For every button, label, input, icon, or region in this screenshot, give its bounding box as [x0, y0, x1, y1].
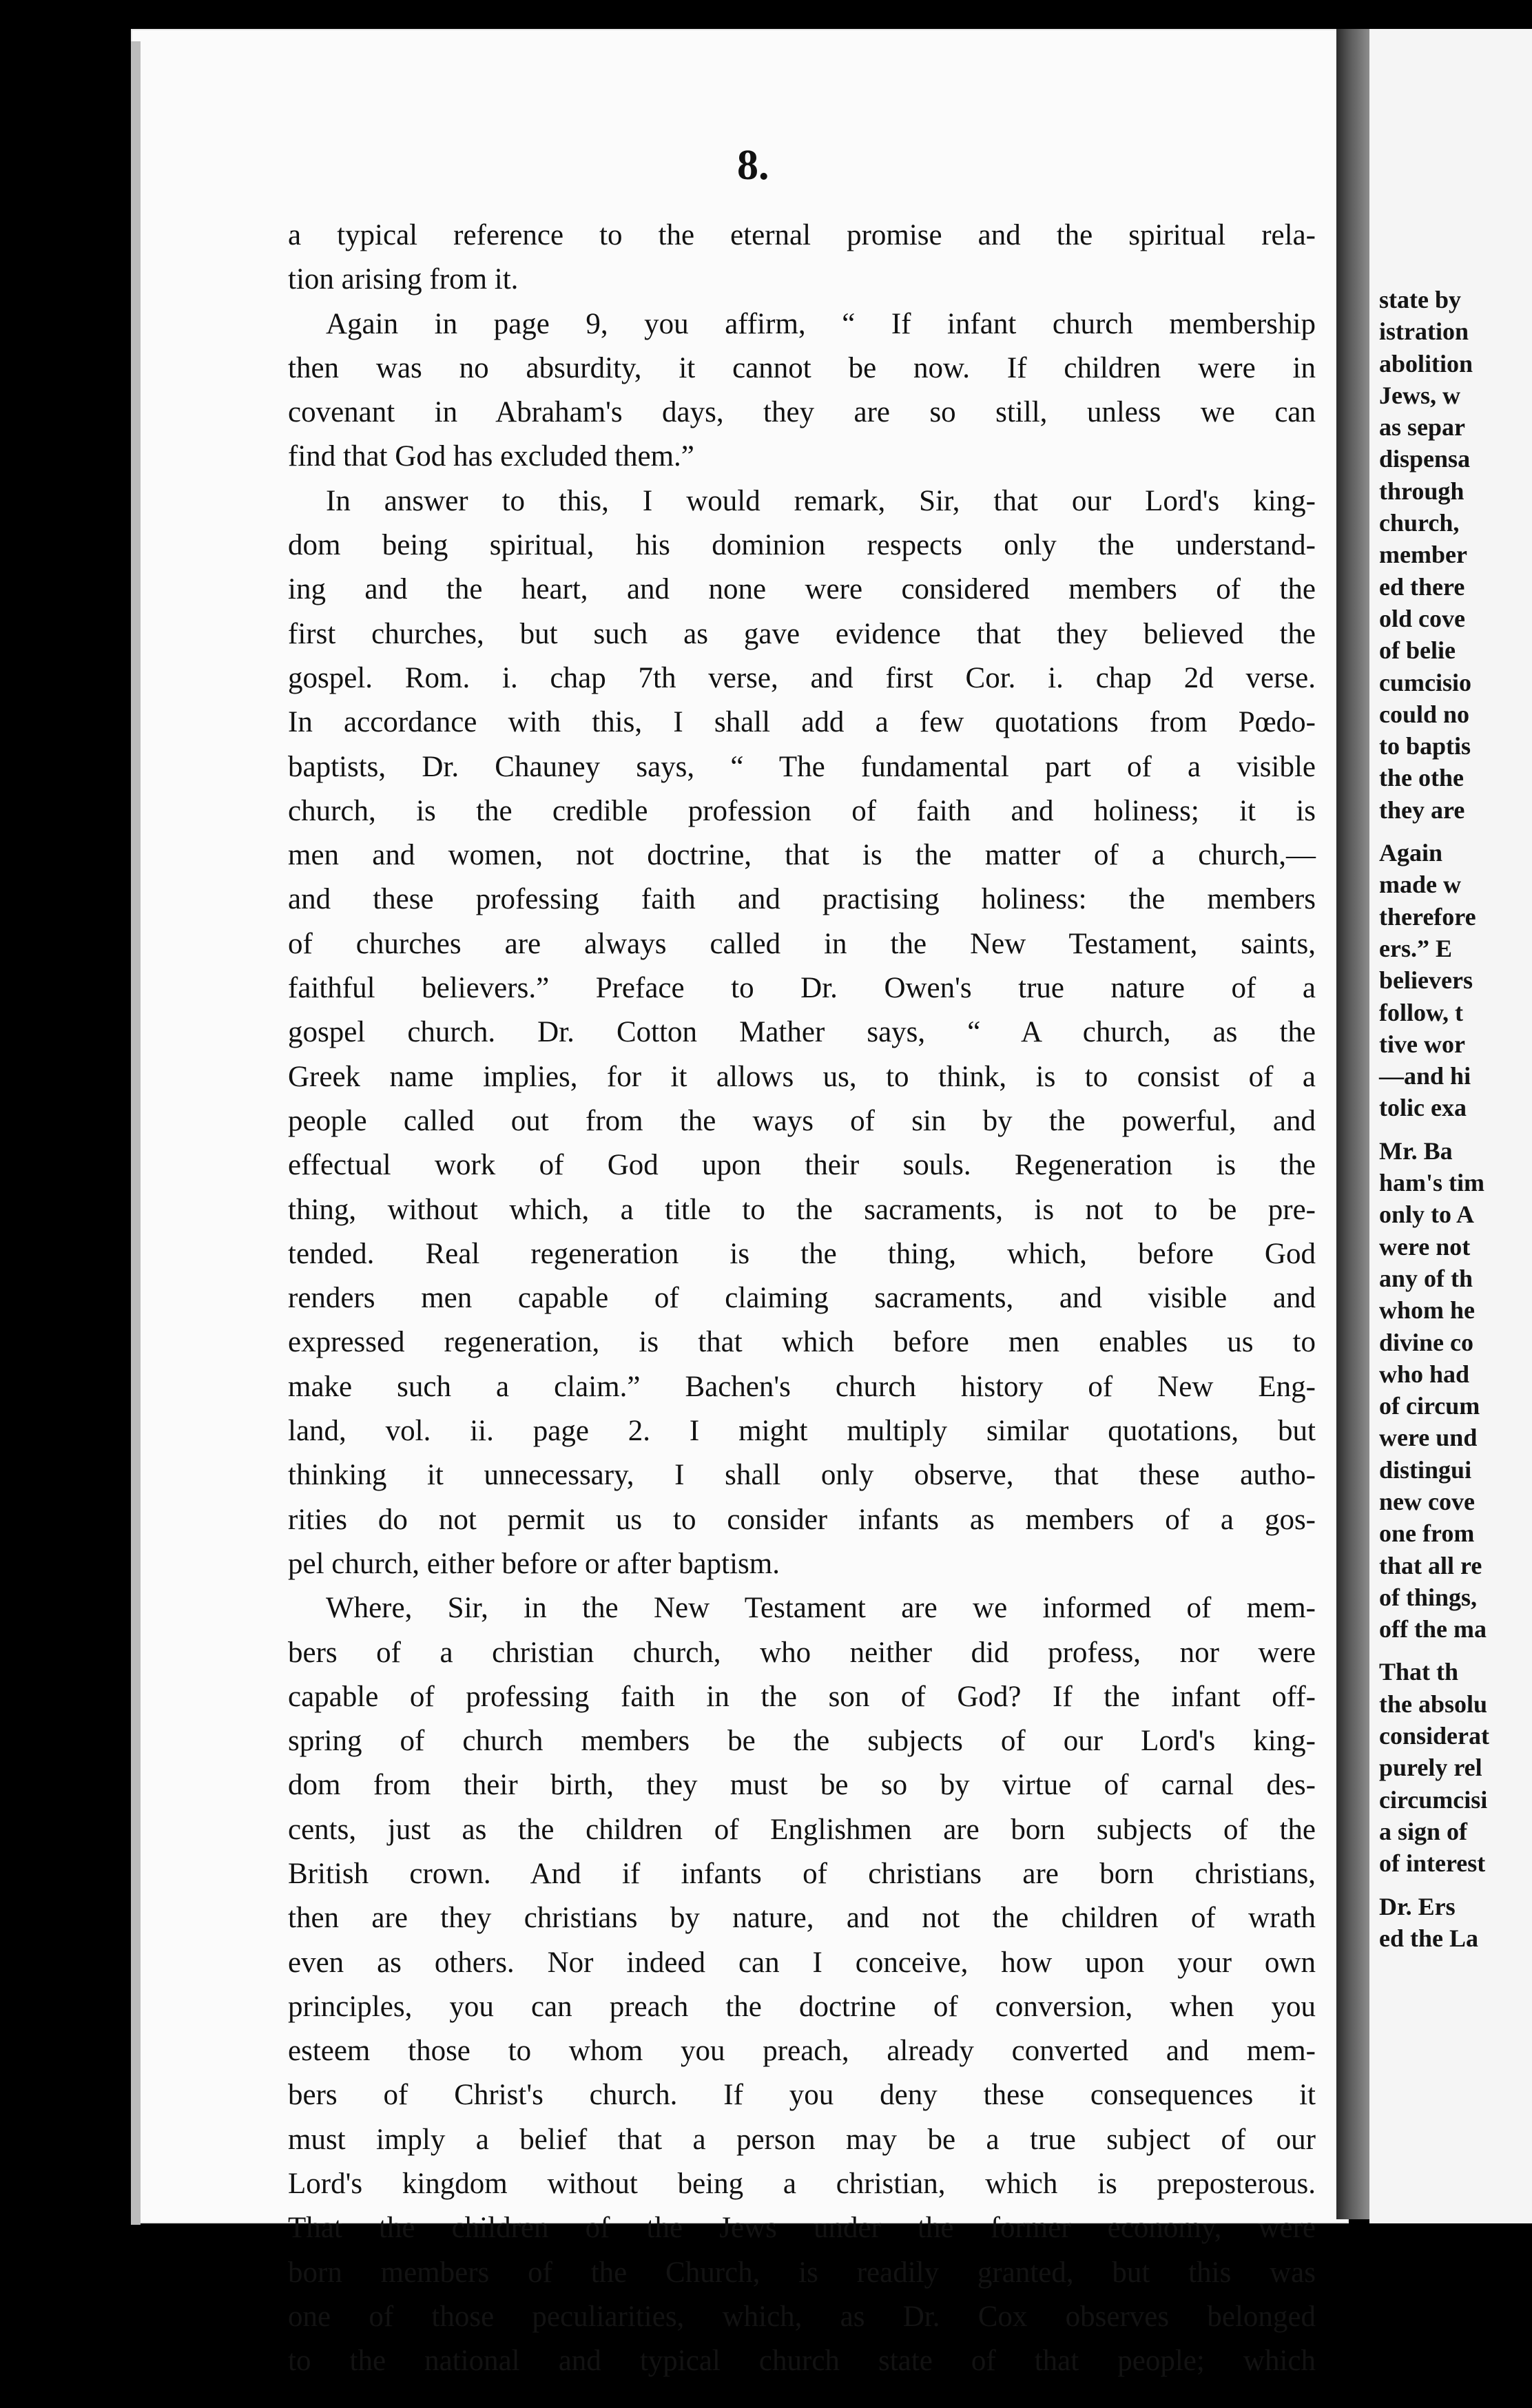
- text-line: of churches are always called in the New Testament, saints,: [288, 927, 1316, 960]
- text-line: Again in page 9, you affirm, “ If infant church membership: [326, 307, 1316, 340]
- right-text-line: of interest: [1379, 1849, 1486, 1878]
- text-line: cents, just as the children of Englishmen are born subjects of the: [288, 1813, 1316, 1846]
- text-line: born members of the Church, is readily granted, but this was: [288, 2256, 1316, 2289]
- text-line: capable of professing faith in the son of God? If the infant off-: [288, 1680, 1316, 1713]
- right-text-line: who had: [1379, 1360, 1470, 1388]
- right-text-line: tive wor: [1379, 1030, 1465, 1058]
- right-text-line: purely rel: [1379, 1754, 1482, 1782]
- right-text-line: tolic exa: [1379, 1094, 1467, 1122]
- text-line: Lord's kingdom without being a christian, which is preposterous.: [288, 2168, 1316, 2201]
- text-line: Where, Sir, in the New Testament are we informed of mem-: [326, 1592, 1316, 1625]
- text-line: ing and the heart, and none were considered members of the: [288, 573, 1316, 606]
- text-line: baptists, Dr. Chauney says, “ The fundamental part of a visible: [288, 750, 1316, 783]
- text-line: tended. Real regeneration is the thing, which, before God: [288, 1237, 1316, 1270]
- text-line: In accordance with this, I shall add a few quotations from Pœdo-: [288, 706, 1316, 739]
- right-text-line: That th: [1379, 1658, 1459, 1686]
- text-line: effectual work of God upon their souls. Regeneration is the: [288, 1149, 1316, 1182]
- text-line: principles, you can preach the doctrine of conversion, when you: [288, 1990, 1316, 2023]
- right-text-line: could no: [1379, 700, 1470, 728]
- right-text-line: —and hi: [1379, 1062, 1471, 1090]
- right-text-line: as separ: [1379, 413, 1465, 442]
- right-text-line: of belie: [1379, 636, 1456, 665]
- text-line: make such a claim.” Bachen's church history of New Eng-: [288, 1370, 1316, 1403]
- text-line: must imply a belief that a person may be a true subject of our: [288, 2123, 1316, 2156]
- right-text-line: state by: [1379, 286, 1461, 313]
- right-text-line: Dr. Ers: [1379, 1892, 1456, 1920]
- page-edge-shadow: [131, 41, 141, 2225]
- right-text-line: Mr. Ba: [1379, 1136, 1453, 1165]
- right-text-line: considerat: [1379, 1722, 1489, 1750]
- right-text-line: ham's tim: [1379, 1169, 1484, 1197]
- text-line: renders men capable of claiming sacraments, and visible and: [288, 1282, 1316, 1315]
- text-line: rities do not permit us to consider infants as members of a gos-: [288, 1503, 1316, 1536]
- text-line: then was no absurdity, it cannot be now. If children were in: [288, 351, 1316, 384]
- text-line: people called out from the ways of sin by the powerful, and: [288, 1104, 1316, 1137]
- right-text-line: follow, t: [1379, 998, 1463, 1026]
- text-line: find that God has excluded them.”: [288, 440, 694, 473]
- text-line: thing, without which, a title to the sacraments, is not to be pre-: [288, 1193, 1316, 1226]
- text-line: Greek name implies, for it allows us, to think, is to consist of a: [288, 1060, 1316, 1093]
- right-text-line: made w: [1379, 871, 1461, 899]
- text-line: esteem those to whom you preach, already converted and mem-: [288, 2035, 1316, 2068]
- right-text-line: istration: [1379, 318, 1469, 346]
- text-line: one of those peculiarities, which, as Dr. Cox observes belonged: [288, 2300, 1316, 2333]
- right-text-line: circumcisi: [1379, 1785, 1488, 1814]
- text-line: men and women, not doctrine, that is the matter of a church,—: [288, 839, 1316, 872]
- page-number: 8.: [737, 142, 769, 189]
- right-text-line: ed there: [1379, 572, 1465, 601]
- right-text-line: the othe: [1379, 764, 1464, 792]
- left-page-text: [288, 214, 1316, 2384]
- text-line: first churches, but such as gave evidence that they believed the: [288, 617, 1316, 650]
- right-text-line: cumcisio: [1379, 668, 1471, 696]
- right-page: [1369, 29, 1532, 2223]
- right-text-line: member: [1379, 541, 1467, 569]
- text-line: spring of church members be the subjects of our Lord's king-: [288, 1725, 1316, 1758]
- text-line: In answer to this, I would remark, Sir, that our Lord's king-: [326, 484, 1316, 517]
- text-line: even as others. Nor indeed can I conceive, how upon your own: [288, 1946, 1316, 1979]
- book-gutter: [1336, 29, 1369, 2219]
- right-text-line: the absolu: [1379, 1690, 1488, 1718]
- right-text-line: off the ma: [1379, 1615, 1487, 1643]
- right-text-line: old cove: [1379, 604, 1465, 632]
- right-text-line: dispensa: [1379, 445, 1471, 473]
- right-text-line: Again: [1379, 839, 1443, 867]
- right-text-line: were und: [1379, 1424, 1478, 1452]
- right-text-line: any of th: [1379, 1264, 1473, 1292]
- right-text-line: Jews, w: [1379, 381, 1460, 409]
- right-text-line: only to A: [1379, 1201, 1475, 1229]
- text-line: British crown. And if infants of christians are born christians,: [288, 1857, 1316, 1890]
- text-line: bers of Christ's church. If you deny these consequences it: [288, 2079, 1316, 2112]
- text-line: and these professing faith and practising holiness: the members: [288, 883, 1316, 916]
- right-text-line: distingui: [1379, 1455, 1472, 1484]
- text-line: tion arising from it.: [288, 263, 519, 296]
- right-text-line: whom he: [1379, 1296, 1476, 1325]
- right-text-line: believers: [1379, 966, 1473, 995]
- text-line: faithful believers.” Preface to Dr. Owen's true nature of a: [288, 972, 1316, 1005]
- text-line: church, is the credible profession of faith and holiness; it is: [288, 794, 1316, 827]
- right-text-line: that all re: [1379, 1551, 1482, 1579]
- right-page-text: [1379, 284, 1489, 1954]
- right-text-line: to baptis: [1379, 732, 1471, 760]
- right-text-line: new cove: [1379, 1487, 1475, 1515]
- right-text-line: church,: [1379, 509, 1460, 537]
- text-line: a typical reference to the eternal promise and the spiritual rela-: [288, 219, 1316, 251]
- text-line: land, vol. ii. page 2. I might multiply similar quotations, but: [288, 1415, 1316, 1448]
- text-line: dom from their birth, they must be so by virtue of carnal des-: [288, 1769, 1316, 1802]
- right-text-line: of circum: [1379, 1392, 1480, 1420]
- right-text-line: ers.” E: [1379, 934, 1452, 962]
- text-line: That the children of the Jews under the former economy, were: [288, 2212, 1316, 2245]
- right-text-line: one from: [1379, 1519, 1475, 1548]
- text-line: bers of a christian church, who neither did profess, nor were: [288, 1636, 1316, 1669]
- right-text-line: of things,: [1379, 1583, 1478, 1611]
- text-line: covenant in Abraham's days, they are so still, unless we can: [288, 396, 1316, 429]
- text-line: pel church, either before or after baptism.: [288, 1547, 780, 1580]
- right-text-line: ed the La: [1379, 1924, 1478, 1952]
- right-text-line: through: [1379, 477, 1464, 505]
- right-text-line: a sign of: [1379, 1817, 1468, 1845]
- text-line: to the national and typical church state of that people; which: [288, 2345, 1316, 2378]
- text-line: then are they christians by nature, and not the children of wrath: [288, 1902, 1316, 1935]
- right-text-line: therefore: [1379, 902, 1476, 931]
- text-line: dom being spiritual, his dominion respects only the understand-: [288, 529, 1316, 562]
- text-line: expressed regeneration, is that which before men enables us to: [288, 1326, 1316, 1359]
- text-line: gospel church. Dr. Cotton Mather says, “ A church, as the: [288, 1016, 1316, 1049]
- right-text-line: they are: [1379, 796, 1465, 824]
- text-line: thinking it unnecessary, I shall only observe, that these autho-: [288, 1459, 1316, 1492]
- right-text-line: divine co: [1379, 1328, 1474, 1356]
- right-text-line: were not: [1379, 1232, 1471, 1260]
- right-text-line: abolition: [1379, 349, 1473, 377]
- text-line: gospel. Rom. i. chap 7th verse, and first Cor. i. chap 2d verse.: [288, 661, 1316, 694]
